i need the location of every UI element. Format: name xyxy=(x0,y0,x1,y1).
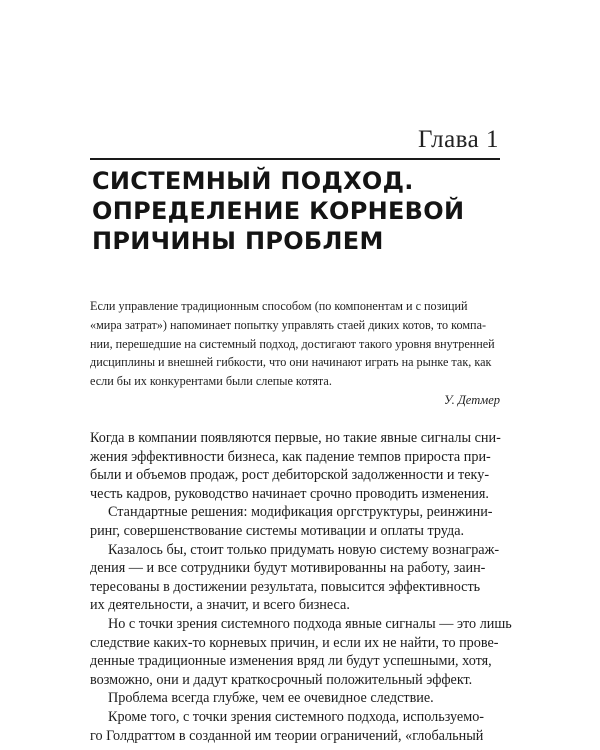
chapter-title-line: ОПРЕДЕЛЕНИЕ КОРНЕВОЙ xyxy=(92,197,465,225)
text-line: дения — и все сотрудники будут мотивированны на работу, заин- xyxy=(90,560,486,577)
text-line: Кроме того, с точки зрения системного подхода, используемо- xyxy=(108,708,485,725)
epigraph-line: Если управление традиционным способом (по компонентам и с позиций xyxy=(90,299,468,313)
chapter-label: Глава 1 xyxy=(418,126,499,153)
chapter-title-line: СИСТЕМНЫЙ ПОДХОД. xyxy=(92,167,414,195)
text-line: возможно, они и дадут краткосрочный положительный эффект. xyxy=(90,671,473,688)
chapter-title-line: ПРИЧИНЫ ПРОБЛЕМ xyxy=(92,227,384,255)
paragraph xyxy=(90,541,500,615)
paragraph xyxy=(90,503,500,540)
text-line: Когда в компании появляются первые, но такие явные сигналы сни- xyxy=(90,430,501,446)
text-line: го Голдраттом в созданной им теории ограничений, «глобальный xyxy=(90,727,484,744)
epigraph xyxy=(90,297,500,391)
chapter-title xyxy=(92,166,512,256)
text-line: Казалось бы, стоит только придумать новую систему вознаграж- xyxy=(108,541,500,558)
text-line: честь кадров, руководство начинает срочно проводить изменения. xyxy=(90,485,489,502)
text-line: их деятельности, а значит, и всего бизнеса. xyxy=(90,597,350,614)
epigraph-line: дисциплины и внешней гибкости, что они начинают играть на рынке так, как xyxy=(90,355,492,370)
paragraph xyxy=(90,708,500,745)
text-line: жения эффективности бизнеса, как падение темпов прироста при- xyxy=(90,448,491,465)
body-text xyxy=(90,429,512,745)
epigraph-line: если бы их конкурентами были слепые котята. xyxy=(90,374,332,389)
text-line: Проблема всегда глубже, чем ее очевидное следствие. xyxy=(108,690,434,707)
paragraph xyxy=(90,429,500,503)
text-line: следствие каких-то корневых причин, и если их не найти, то прове- xyxy=(90,634,499,651)
paragraph xyxy=(90,615,512,689)
epigraph-line: нии, перешедшие на системный подход, достигают такого уровня внутренней xyxy=(90,336,495,351)
text-line: ринг, совершенствование системы мотивации и оплаты труда. xyxy=(90,522,465,539)
text-line: были и объемов продаж, рост дебиторской задолженности и теку- xyxy=(90,467,490,484)
text-line: денные традиционные изменения вряд ли будут успешными, хотя, xyxy=(90,653,492,670)
epigraph-line: «мира затрат») напоминает попытку управлять стаей диких котов, то компа- xyxy=(90,317,487,332)
text-line: тересованы в достижении результата, повысится эффективность xyxy=(90,578,481,595)
text-line: Стандартные решения: модификация оргструктуры, реинжини- xyxy=(108,504,493,521)
epigraph-author: У. Детмер xyxy=(443,393,500,407)
text-line: Но с точки зрения системного подхода явные сигналы — это лишь xyxy=(108,615,512,632)
paragraph xyxy=(90,689,500,708)
chapter-divider xyxy=(90,158,500,160)
